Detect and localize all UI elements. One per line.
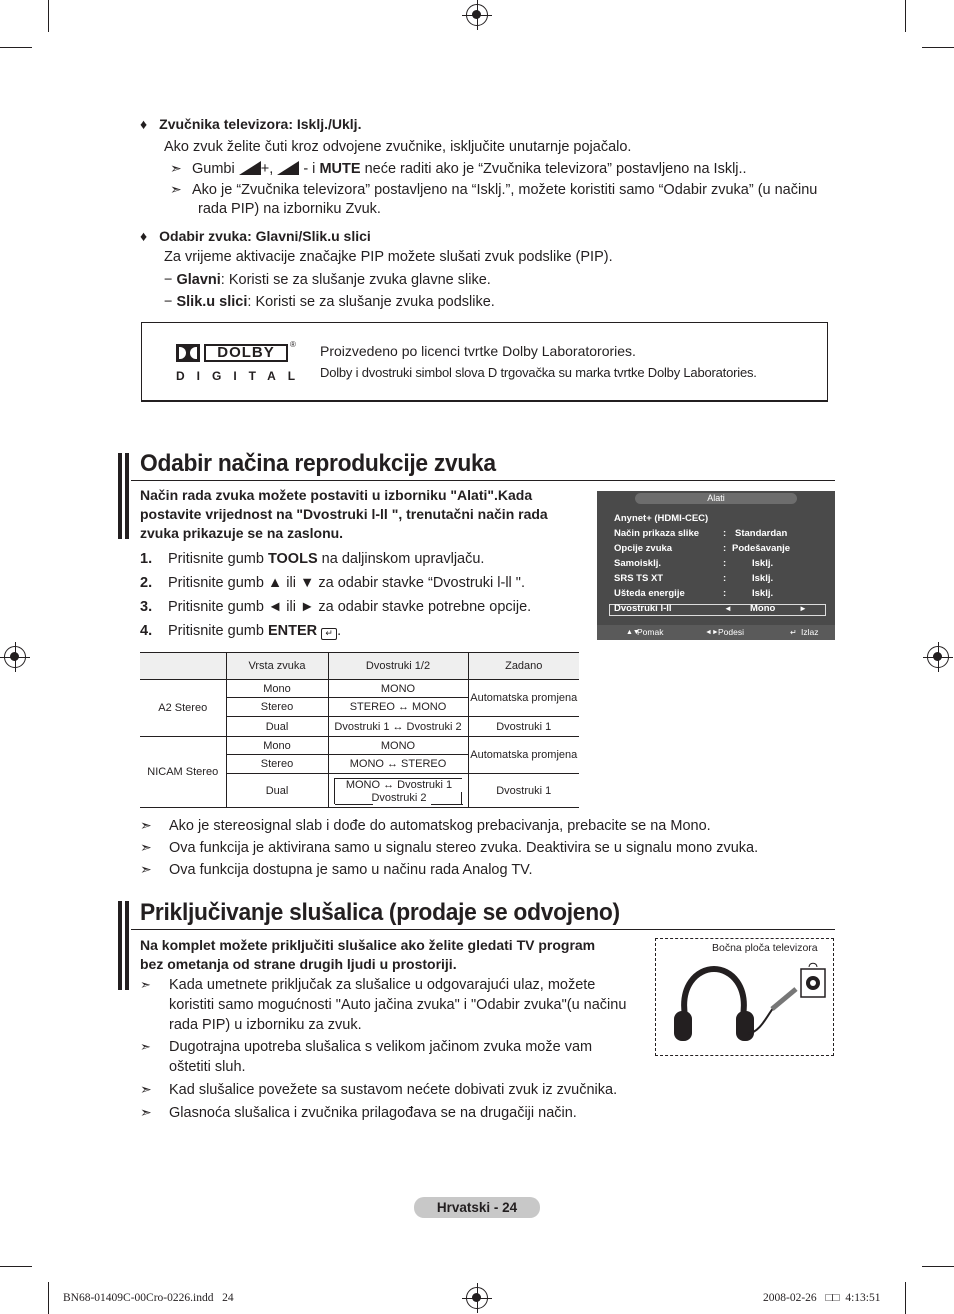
bullet-heading-speaker: ♦ Zvučnika televizora: Isklj./Uklj. xyxy=(140,116,362,132)
volume-down-icon xyxy=(277,161,299,175)
osd-footer: ▲▼ Pomak ◄► Podesi ↵ Izlaz xyxy=(597,625,835,640)
osd-row: Samoisklj. : Isklj. xyxy=(614,558,774,569)
left-right-icon: ◄► xyxy=(705,629,719,636)
note-arrow-icon: ➣ xyxy=(170,181,182,197)
section-title-sound-mode: Odabir načina reprodukcije zvuka xyxy=(140,450,496,477)
osd-row: Način prikaza slike : Standardan xyxy=(614,528,788,539)
section-bar xyxy=(118,453,122,539)
section-bar xyxy=(118,901,122,990)
note-arrow-icon: ➣ xyxy=(140,839,152,855)
registered-mark: ® xyxy=(290,340,296,349)
registration-mark-icon xyxy=(466,1287,488,1309)
sound-select-item-pip: − Slik.u slici: Koristi se za slušanje zvuka podslike. xyxy=(164,294,495,310)
double-d-icon xyxy=(176,344,200,362)
osd-row-selected: Dvostruki l-ll ◄ Mono ► xyxy=(614,603,807,614)
cycle-diagram: MONO ↔ Dvostruki 1 Dvostruki 2 xyxy=(334,778,462,804)
osd-row: Anynet+ (HDMI-CEC) xyxy=(614,513,709,524)
registration-mark-icon xyxy=(927,646,949,668)
hp-note-2: ➣ Dugotrajna upotreba slušalica s velikom jačinom zvuka može vam oštetiti sluh. xyxy=(140,1039,593,1075)
registration-mark-icon xyxy=(4,646,26,668)
table-row: A2 Stereo Mono MONO Automatska promjena xyxy=(140,680,579,698)
osd-row: Ušteda energije : Isklj. xyxy=(614,588,774,599)
print-slug-file: BN68-01409C-00Cro-0226.indd 24 xyxy=(63,1292,234,1304)
osd-title: Alati xyxy=(635,493,797,504)
dolby-logo-word: DOLBY xyxy=(204,344,288,362)
note-arrow-icon: ➣ xyxy=(170,160,182,176)
step-1: 1. Pritisnite gumb TOOLS na daljinskom upravljaču. xyxy=(140,551,485,567)
section-rule xyxy=(131,480,835,481)
dolby-logo-digital: DIGITAL xyxy=(176,369,308,383)
section-bar xyxy=(125,901,129,990)
step-4: 4. Pritisnite gumb ENTER ↵ . xyxy=(140,623,342,639)
section-rule xyxy=(131,929,835,930)
registration-mark-icon xyxy=(466,4,488,26)
crop-mark xyxy=(0,1266,32,1267)
note-3: ➣ Ova funkcija dostupna je samo u načinu rada Analog TV. xyxy=(140,861,533,878)
exit-icon: ↵ xyxy=(790,628,797,637)
hp-note-1: ➣ Kada umetnete priključak za slušalice u odgovarajući ulaz, možete koristiti samo mogućnosti "Auto jačina zvuka" i "Odabir zvuka"(u načinu rada PIP) u izborniku za zvuk. xyxy=(140,977,627,1033)
headphones-icon xyxy=(656,939,835,1057)
note-arrow-icon: ➣ xyxy=(140,861,152,877)
diamond-bullet-icon: ♦ xyxy=(140,228,148,244)
hp-note-3: ➣ Kad slušalice povežete sa sustavom nećete dobivati zvuk iz zvučnika. xyxy=(140,1081,618,1098)
page-number-badge: Hrvatski - 24 xyxy=(414,1197,540,1218)
print-slug-date: 2008-02-26 □□ 4:13:51 xyxy=(763,1292,881,1304)
osd-row: Opcije zvuka : Podešavanje xyxy=(614,543,791,554)
speaker-note-2: ➣ Ako je “Zvučnika televizora” postavljeno na “Isklj.”, možete koristiti samo “Odabir zvuka” (u načinu xyxy=(170,181,818,198)
sound-mode-intro: Način rada zvuka možete postaviti u izborniku "Alati".Kada postavite vrijednost na "Dvostruki l-ll ", trenutačni način rada zvuka prikazuje se na zaslonu. xyxy=(140,487,548,541)
side-panel-label: Bočna ploča televizora xyxy=(712,942,818,954)
volume-up-icon xyxy=(239,161,261,175)
table-row: Dual Dvostruki 1 ↔ Dvostruki 2 Dvostruki 1 xyxy=(140,717,579,737)
dual-sound-table xyxy=(140,652,579,808)
step-2: 2. Pritisnite gumb ▲ ili ▼ za odabir stavke “Dvostruki l-ll ". xyxy=(140,575,525,591)
note-2: ➣ Ova funkcija je aktivirana samo u signalu stereo zvuka. Deaktivira se u signalu mono zvuka. xyxy=(140,839,759,856)
note-arrow-icon: ➣ xyxy=(140,977,151,992)
up-down-icon: ▲▼ xyxy=(626,629,640,636)
note-arrow-icon: ➣ xyxy=(140,817,152,833)
crop-mark xyxy=(922,47,954,48)
headphones-intro: Na komplet možete priključiti slušalice ako želite gledati TV program bez ometanja od strane drugih ljudi u prostoriji. xyxy=(140,937,596,972)
speaker-note-1: ➣ Gumbi +, - i MUTE neće raditi ako je “Zvučnika televizora” postavljeno na Isklj.. xyxy=(170,160,747,177)
section-title-headphones: Priključivanje slušalica (prodaje se odvojeno) xyxy=(140,899,620,926)
sound-select-item-main: − Glavni: Koristi se za slušanje zvuka glavne slike. xyxy=(164,272,491,288)
bullet-heading-sound-select: ♦ Odabir zvuka: Glavni/Slik.u slici xyxy=(140,228,371,244)
crop-mark xyxy=(48,1282,49,1314)
dolby-digital-logo xyxy=(176,340,308,384)
crop-mark xyxy=(922,1266,954,1267)
dolby-line-1: Proizvedeno po licenci tvrtke Dolby Laboratorories. xyxy=(320,343,636,359)
crop-mark xyxy=(48,0,49,32)
headphones-illustration xyxy=(655,938,834,1056)
hp-note-4: ➣ Glasnoća slušalica i zvučnika prilagođava se na drugačiji način. xyxy=(140,1104,577,1121)
speaker-note-2-cont: rada PIP) na izborniku Zvuk. xyxy=(198,201,381,217)
speaker-text: Ako zvuk želite čuti kroz odvojene zvučnike, isključite unutarnje pojačalo. xyxy=(164,139,632,155)
section-bar xyxy=(125,453,129,539)
table-row: Dual MONO ↔ Dvostruki 1 Dvostruki 2 Dvostruki 1 xyxy=(140,774,579,808)
note-arrow-icon: ➣ xyxy=(140,1081,152,1097)
crop-mark xyxy=(0,47,32,48)
dolby-line-2: Dolby i dvostruki simbol slova D trgovačka su marka tvrtke Dolby Laboratories. xyxy=(320,365,757,380)
table-header-row: Vrsta zvuka Dvostruki 1/2 Zadano xyxy=(140,653,579,680)
note-arrow-icon: ➣ xyxy=(140,1039,151,1054)
enter-icon: ↵ xyxy=(321,628,337,640)
tools-menu-screenshot xyxy=(597,491,835,640)
table-row: Stereo STEREO ↔ MONO xyxy=(140,698,579,717)
table-row: NICAM Stereo Mono MONO Automatska promjena xyxy=(140,737,579,755)
crop-mark xyxy=(905,0,906,32)
step-3: 3. Pritisnite gumb ◄ ili ► za odabir stavke potrebne opcije. xyxy=(140,599,532,615)
crop-mark xyxy=(905,1282,906,1314)
osd-row: SRS TS XT : Isklj. xyxy=(614,573,774,584)
note-arrow-icon: ➣ xyxy=(140,1104,152,1120)
diamond-bullet-icon: ♦ xyxy=(140,116,148,132)
dolby-license-box xyxy=(141,322,828,402)
sound-select-text: Za vrijeme aktivacije značajke PIP možete slušati zvuk podslike (PIP). xyxy=(164,249,613,265)
table-row: Stereo MONO ↔ STEREO xyxy=(140,755,579,774)
note-1: ➣ Ako je stereosignal slab i dođe do automatskog prebacivanja, prebacite se na Mono. xyxy=(140,817,711,834)
